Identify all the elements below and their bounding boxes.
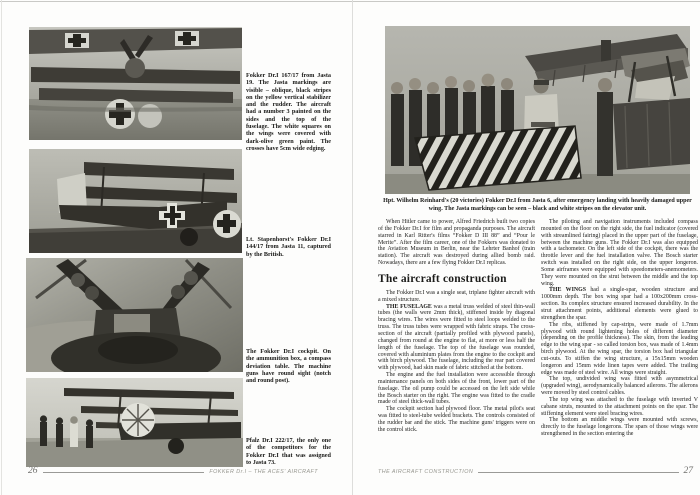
caption-photo5: Hpt. Wilhelm Reinhard's (20 victories) Fokker Dr.I from Jasta 6, after emergency landing with heavily damaged upper wing. The Jasta markings can be seen – black and white stripes on the elevator unit. — [383, 198, 692, 212]
right-page-footer — [378, 466, 693, 476]
scan-left-edge — [1, 0, 2, 495]
photo-fokker-dr1-cockpit — [26, 258, 243, 372]
paragraph-bottom-wing: The bottom an middle wings were mounted with screws, directly to the fuselage longerons. The spars of those wings were strengthened in the section entering the — [541, 417, 698, 438]
paragraph-top-wing: The top wing was attached to the fuselage with inverted V cabane struts, mounted to the attachment points on the spar. The stiffening element were steel bracing wires. — [541, 396, 698, 417]
paragraph-wings — [541, 287, 698, 321]
paragraph-engine: The engine and the fuel installation were accessible through maintenance panels on both sides of the front, lower part of the fuselage. The oil pump could be accessed on the left side while the Bosch starter on the right. The engine was fitted to the cradle made of steel thick-wall tubes. — [378, 372, 535, 406]
wings-rest: had a single-spar, wooden structure and 1000mm depth. The box wing spar had a 100x200mm cross-section. Its complex structure ensured increased durability. In the strut attachment points, additional elements were glued to strengthen the spar. — [541, 287, 698, 321]
right-page-number: 27 — [683, 466, 693, 476]
fuselage-rest: was a metal truss welded of steel thin-wall tubes (the walls were 2mm thick), stiffened inside by diagonal bracing wires. The wires were fitted to steel loops welded to the truss. The truss tubes were wrapped with fabric straps. The cross-section of the aircraft (partially profiled with plywood panels), changed from round at the engine to flat, at more or less half the length of the fuselage. The top of the fuselage was rounded, covered with aluminium plates from the engine to the cockpit and with birch plywood. The fuselage, including the rear part covered with plywood, had skin made of fabric stitched at the bottom. — [378, 303, 535, 372]
left-page-footer — [28, 466, 318, 476]
text-column-1 — [378, 219, 535, 434]
paragraph-cockpit: The cockpit section had plywood floor. The metal pilot's seat was fitted to steel-tube welded brackets. The controls consisted of the rudder bar and the stick. The machine guns' triggers were on the control stick. — [378, 406, 535, 433]
paragraph-intro: When Hitler came to power, Alfred Friedrich built two copies of the Fokker Dr.I for film and propaganda purposes. The aircraft starred in Karl Ritter's films “Fokker D III 88” and “Pour le Merite”. After the film career, one of the Fokkers was donated to the Aviation Museum in Berlin, near the Lehrter Banhof (train station). The aircraft was destroyed during allied bomb raid. Nowadays, there are a few flying Fokker Dr.I replicas. — [378, 219, 535, 267]
paragraph-ribs: The ribs, stiffened by cap-strips, were made of 1.7mm plywood with round lightening holes of different diameter (depending on the profile thickness). The skin, from the leading edge to the wing spar - so called torsion box, was made of 1.4mm birch plywood. At the wing spar, the torsion box had triangular cut-outs. To stiffen the wing structure, a 15x15mm wooden longeron and 15mm wide linen tapes were added. The trailing edge was made of steel wire. All wings were straight. — [541, 321, 698, 376]
left-footer-rule — [43, 471, 205, 473]
right-footer-rule — [478, 471, 678, 473]
wings-lead: THE WINGS — [549, 287, 586, 294]
paragraph-instruments: The piloting and navigation instruments included compass mounted on the floor on the right side, the fuel indicator (covered with streamlined fairing) placed in the upper part of the fuselage, between the machine guns. The Fokker Dr.I was also equipped with a tachometer. On the left side of the cockpit, there was the throttle lever and the fuel installation valve. The Bosch starter switch was installed on the right side, on the upper longeron. Some airframes were equipped with speedometers-anemometers. They were mounted on the strut between the middle and the top wing. — [541, 219, 698, 287]
photo-pfalz-dr1-222-17 — [26, 378, 243, 467]
section-heading: The aircraft construction — [378, 272, 507, 285]
scan-top-edge — [0, 1, 700, 2]
left-page-number: 26 — [28, 466, 38, 476]
paragraph-fuselage — [378, 304, 535, 372]
caption-photo3: The Fokker Dr.I cockpit. On the ammunition box, a compass deviation table. The machine guns have round sight (notch and round post). — [246, 348, 331, 385]
paragraph-ailerons: The top, undivided wing was fitted with asymmetrical (upgraded wing), aerodynamically balanced ailerons. The ailerons were moved by steel control cables. — [541, 376, 698, 397]
left-running-title: FOKKER Dr.I – THE ACES' AIRCRAFT — [209, 469, 318, 475]
caption-photo2: Lt. Stapenhorst's Fokker Dr.I 144/17 from Jasta 11, captured by the British. — [246, 236, 331, 258]
photo-fokker-dr1-144-17-side-view — [29, 149, 242, 253]
caption-photo4: Pfalz Dr.I 222/17, the only one of the competitors for the Fokker Dr.I that was assigned to Jasta 73. — [246, 437, 331, 466]
photo-fokker-dr1-167-17-front-view — [29, 27, 242, 140]
caption-photo1: Fokker Dr.I 167/17 from Jasta 19. The Jasta markings are visible – oblique, black stripes on the yellow vertical stabilizer and the rudder. The aircraft had a number 3 painted on the sides and the top of the fuselage. The white squares on the wings were covered with dark-olive green paint. The crosses have 5cm wide edging. — [246, 72, 331, 152]
paragraph-overview: The Fokker Dr.I was a single seat, triplane fighter aircraft with a mixed structure. — [378, 289, 535, 303]
fuselage-lead: THE FUSELAGE — [386, 303, 432, 310]
right-running-title: THE AIRCRAFT CONSTRUCTION — [378, 469, 474, 475]
text-column-2 — [541, 219, 698, 438]
photo-reinhard-crashed-dr1 — [385, 26, 690, 194]
page-gutter — [352, 0, 353, 495]
